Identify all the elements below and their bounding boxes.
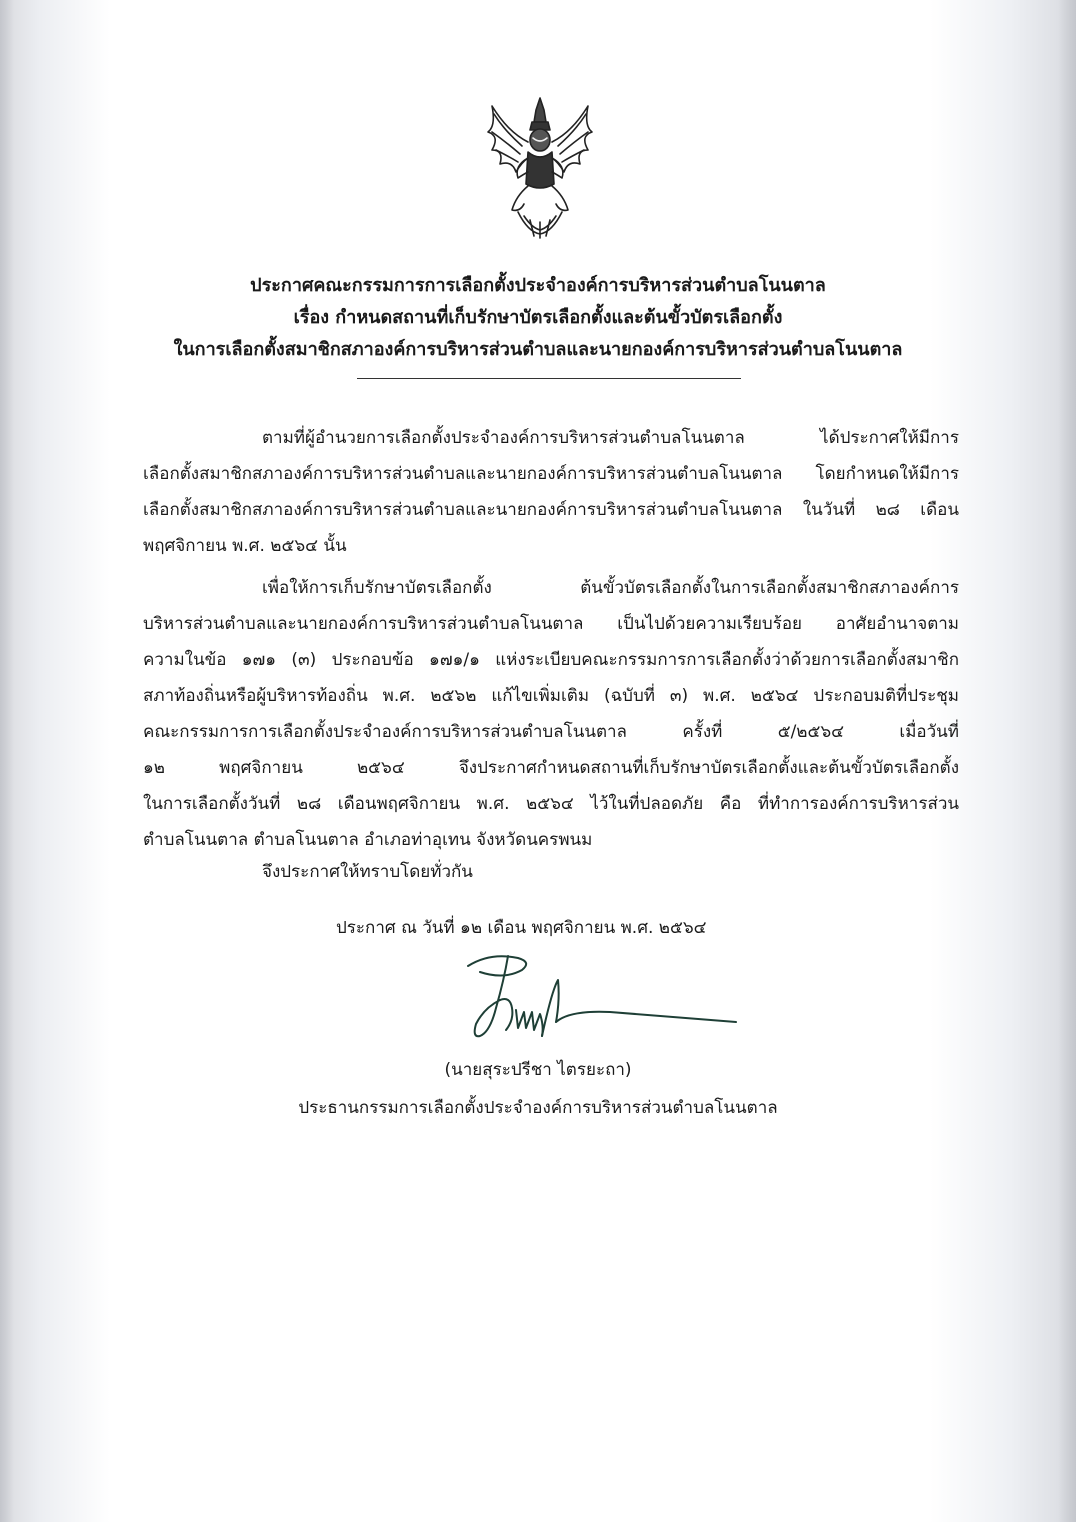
handwritten-signature-icon [460,950,740,1050]
scan-edge-left [0,0,14,1522]
paragraph1-line: ตามที่ผู้อำนวยการเลือกตั้งประจำองค์การบริหารส่วนตำบลโนนตาล ได้ประกาศให้มีการ [262,428,959,448]
announcement-subject: เรื่อง กำหนดสถานที่เก็บรักษาบัตรเลือกตั้งและต้นขั้วบัตรเลือกตั้ง [293,307,783,328]
announcement-subject-continued: ในการเลือกตั้งสมาชิกสภาองค์การบริหารส่วนตำบลและนายกองค์การบริหารส่วนตำบลโนนตาล [173,339,903,360]
closing-statement: จึงประกาศให้ทราบโดยทั่วกัน [262,862,473,882]
garuda-emblem-icon [478,92,602,242]
scan-edge-right [1058,0,1076,1522]
paragraph2-line: ตำบลโนนตาล ตำบลโนนตาล อำเภอท่าอุเทน จังหวัดนครพนม [143,830,593,850]
paragraph2-line: ๑๒ พฤศจิกายน ๒๕๖๔ จึงประกาศกำหนดสถานที่เก็บรักษาบัตรเลือกตั้งและต้นขั้วบัตรเลือกตั้ง [143,758,959,778]
announcement-title: ประกาศคณะกรรมการการเลือกตั้งประจำองค์การบริหารส่วนตำบลโนนตาล [250,275,826,296]
paragraph2-line: ความในข้อ ๑๗๑ (๓) ประกอบข้อ ๑๗๑/๑ แห่งระเบียบคณะกรรมการการเลือกตั้งว่าด้วยการเลือกตั้งสมาชิก [143,650,959,670]
announcement-date: ประกาศ ณ วันที่ ๑๒ เดือน พฤศจิกายน พ.ศ. ๒๕๖๔ [336,918,707,938]
paragraph2-line: บริหารส่วนตำบลและนายกองค์การบริหารส่วนตำบลโนนตาล เป็นไปด้วยความเรียบร้อย อาศัยอำนาจตาม [143,614,959,634]
paragraph2-line: คณะกรรมการการเลือกตั้งประจำองค์การบริหารส่วนตำบลโนนตาล ครั้งที่ ๕/๒๕๖๔ เมื่อวันที่ [143,722,959,742]
paragraph1-line: เลือกตั้งสมาชิกสภาองค์การบริหารส่วนตำบลและนายกองค์การบริหารส่วนตำบลโนนตาล โดยกำหนดให้มีการ [143,464,959,484]
title-divider [357,378,741,379]
paragraph1-line: เลือกตั้งสมาชิกสภาองค์การบริหารส่วนตำบลและนายกองค์การบริหารส่วนตำบลโนนตาล ในวันที่ ๒๘ เดือน [143,500,959,520]
signer-name: (นายสุระปรีชา ไตรยะถา) [444,1060,632,1080]
paragraph1-line: พฤศจิกายน พ.ศ. ๒๕๖๔ นั้น [143,536,347,556]
paragraph2-line: สภาท้องถิ่นหรือผู้บริหารท้องถิ่น พ.ศ. ๒๕๖๒ แก้ไขเพิ่มเติม (ฉบับที่ ๓) พ.ศ. ๒๕๖๔ ประกอบมติที่ประชุม [143,686,959,706]
paragraph2-line: เพื่อให้การเก็บรักษาบัตรเลือกตั้ง ต้นขั้วบัตรเลือกตั้งในการเลือกตั้งสมาชิกสภาองค์การ [262,578,959,598]
signer-title: ประธานกรรมการเลือกตั้งประจำองค์การบริหารส่วนตำบลโนนตาล [298,1098,778,1118]
paragraph2-line: ในการเลือกตั้งวันที่ ๒๘ เดือนพฤศจิกายน พ.ศ. ๒๕๖๔ ไว้ในที่ปลอดภัย คือ ที่ทำการองค์การบริหารส่วน [143,794,959,814]
